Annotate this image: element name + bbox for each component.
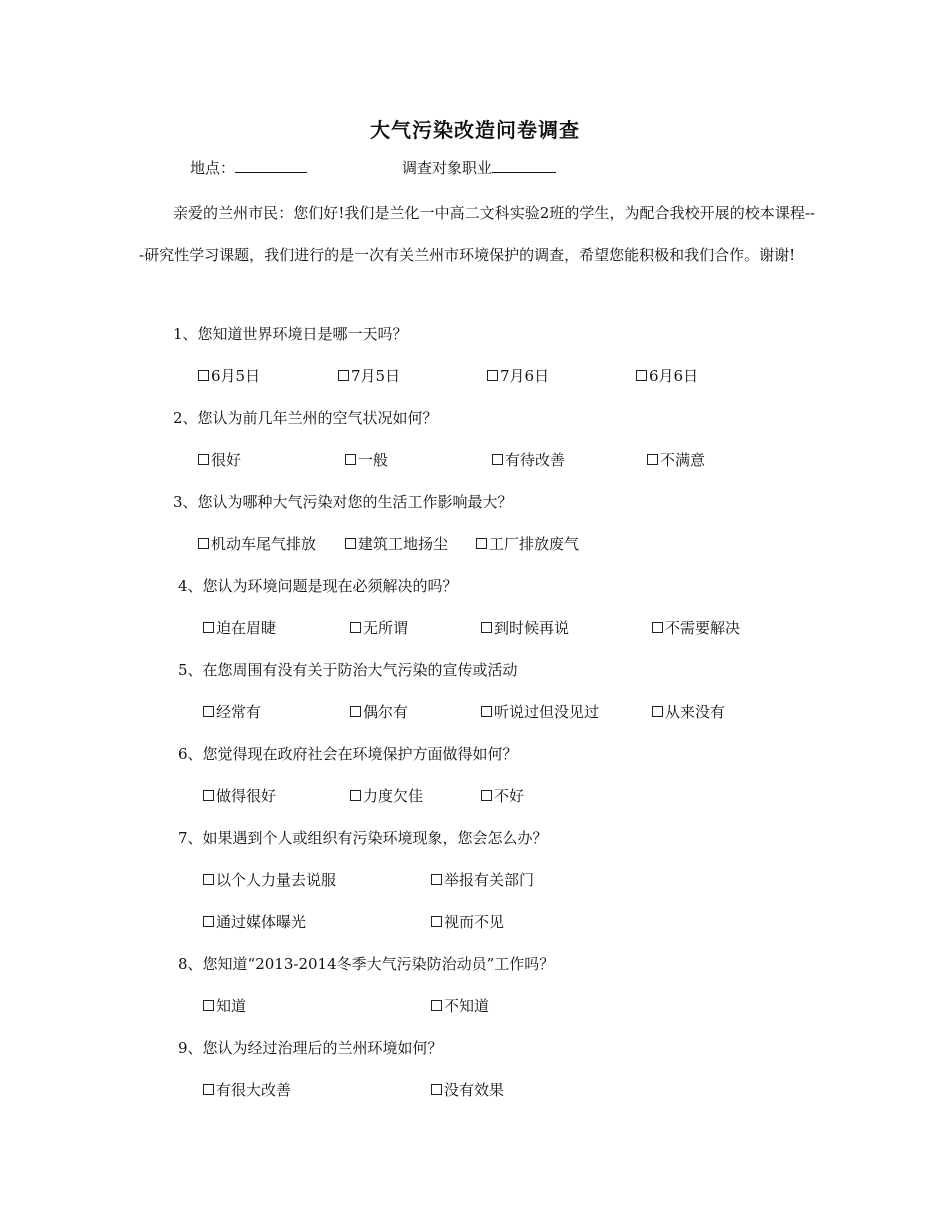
question-3: 3、您认为哪种大气污染对您的生活工作影响最大？	[173, 493, 513, 511]
q7-option-2[interactable]: 举报有关部门	[431, 869, 534, 890]
checkbox-icon	[431, 916, 442, 927]
checkbox-icon	[203, 874, 214, 885]
q4-option-3[interactable]: 到时候再说	[481, 617, 569, 638]
checkbox-icon	[652, 706, 663, 717]
checkbox-icon	[636, 370, 647, 381]
q3-option-1[interactable]: 机动车尾气排放	[198, 533, 316, 554]
checkbox-icon	[198, 538, 209, 549]
question-2: 2、您认为前几年兰州的空气状况如何？	[173, 409, 438, 427]
checkbox-icon	[345, 538, 356, 549]
checkbox-icon	[203, 1000, 214, 1011]
q8-option-2[interactable]: 不知道	[431, 995, 489, 1016]
question-7: 7、如果遇到个人或组织有污染环境现象，您会怎么办？	[178, 829, 548, 847]
q5-option-2[interactable]: 偶尔有	[350, 701, 408, 722]
q1-option-4[interactable]: 6月6日	[636, 365, 698, 386]
checkbox-icon	[476, 538, 487, 549]
occupation-label: 调查对象职业	[402, 159, 493, 177]
checkbox-icon	[487, 370, 498, 381]
q3-option-2[interactable]: 建筑工地扬尘	[345, 533, 448, 554]
q5-option-4[interactable]: 从来没有	[652, 701, 725, 722]
page-title: 大气污染改造问卷调查	[370, 118, 580, 142]
question-5: 5、在您周围有没有关于防治大气污染的宣传或活动	[178, 661, 518, 679]
question-4: 4、您认为环境问题是现在必须解决的吗？	[178, 577, 458, 595]
q4-option-1[interactable]: 迫在眉睫	[203, 617, 276, 638]
checkbox-icon	[350, 790, 361, 801]
location-blank[interactable]	[235, 158, 307, 173]
q9-option-2[interactable]: 没有效果	[431, 1079, 504, 1100]
q3-option-3[interactable]: 工厂排放废气	[476, 533, 579, 554]
question-8: 8、您知道“2013-2014冬季大气污染防治动员”工作吗？	[178, 955, 555, 973]
checkbox-icon	[647, 454, 658, 465]
checkbox-icon	[481, 622, 492, 633]
checkbox-icon	[350, 622, 361, 633]
q4-option-2[interactable]: 无所谓	[350, 617, 408, 638]
q9-option-1[interactable]: 有很大改善	[203, 1079, 291, 1100]
intro-paragraph: 亲爱的兰州市民：您们好!我们是兰化一中高二文科实验2班的学生，为配合我校开展的校本课程---研究性学习课题，我们进行的是一次有关兰州市环境保护的调查，希望您能积极和我们合作。谢谢!	[139, 204, 815, 264]
checkbox-icon	[431, 874, 442, 885]
question-1: 1、您知道世界环境日是哪一天吗？	[173, 325, 408, 343]
q7-option-4[interactable]: 视而不见	[431, 911, 504, 932]
q5-option-1[interactable]: 经常有	[203, 701, 261, 722]
q4-option-4[interactable]: 不需要解决	[652, 617, 740, 638]
checkbox-icon	[431, 1000, 442, 1011]
question-9: 9、您认为经过治理后的兰州环境如何？	[178, 1039, 443, 1057]
q2-option-1[interactable]: 很好	[198, 449, 241, 470]
q1-option-2[interactable]: 7月5日	[338, 365, 400, 386]
q6-option-1[interactable]: 做得很好	[203, 785, 276, 806]
occupation-blank[interactable]	[492, 158, 556, 173]
checkbox-icon	[203, 1084, 214, 1095]
checkbox-icon	[652, 622, 663, 633]
checkbox-icon	[431, 1084, 442, 1095]
q5-option-3[interactable]: 听说过但没见过	[481, 701, 599, 722]
q6-option-3[interactable]: 不好	[481, 785, 524, 806]
q6-option-2[interactable]: 力度欠佳	[350, 785, 423, 806]
checkbox-icon	[345, 454, 356, 465]
q2-option-3[interactable]: 有待改善	[492, 449, 565, 470]
q2-option-2[interactable]: 一般	[345, 449, 388, 470]
checkbox-icon	[481, 706, 492, 717]
q7-option-1[interactable]: 以个人力量去说服	[203, 869, 336, 890]
checkbox-icon	[350, 706, 361, 717]
question-6: 6、您觉得现在政府社会在环境保护方面做得如何？	[178, 745, 518, 763]
q2-option-4[interactable]: 不满意	[647, 449, 705, 470]
location-label: 地点：	[190, 159, 236, 177]
q1-option-3[interactable]: 7月6日	[487, 365, 549, 386]
q7-option-3[interactable]: 通过媒体曝光	[203, 911, 306, 932]
checkbox-icon	[492, 454, 503, 465]
checkbox-icon	[481, 790, 492, 801]
checkbox-icon	[203, 706, 214, 717]
checkbox-icon	[198, 370, 209, 381]
checkbox-icon	[198, 454, 209, 465]
checkbox-icon	[203, 622, 214, 633]
checkbox-icon	[203, 916, 214, 927]
occupation-field	[402, 157, 556, 178]
q8-option-1[interactable]: 知道	[203, 995, 246, 1016]
checkbox-icon	[203, 790, 214, 801]
location-field	[190, 157, 307, 178]
checkbox-icon	[338, 370, 349, 381]
q1-option-1[interactable]: 6月5日	[198, 365, 260, 386]
